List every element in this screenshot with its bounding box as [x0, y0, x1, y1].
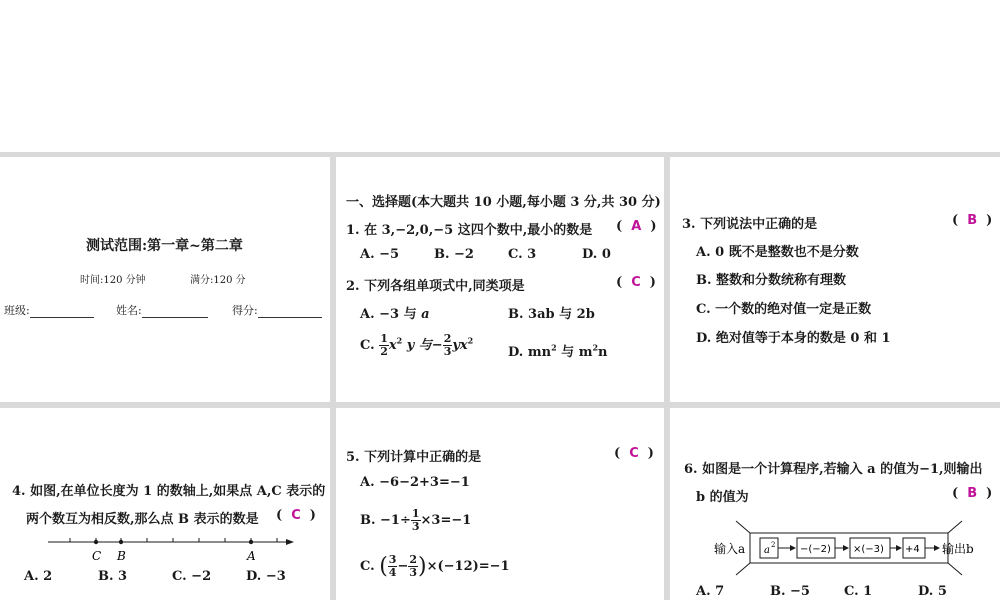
svg-text:a: a: [764, 545, 770, 556]
q3-option-d: D. 绝对值等于本身的数是 0 和 1: [696, 331, 891, 346]
q2-option-c: C. $\frac{1}{2}$ $x^2$ y 与− $\frac{2}{3}$ $yx^2$: [360, 332, 474, 358]
panel-q3: [670, 157, 1000, 402]
q4-option-b: B. 3: [98, 569, 128, 584]
q2-answer: C: [631, 275, 641, 290]
name-label: 姓名:: [116, 304, 142, 317]
grade-label: 得分:: [232, 304, 258, 317]
point-c-label: C: [92, 549, 102, 563]
q1-answer-bracket: ( A ): [616, 219, 657, 234]
class-label: 班级:: [4, 304, 30, 317]
q6-answer-bracket: ( B ): [952, 486, 993, 501]
q5-stem: 5. 下列计算中正确的是: [346, 450, 482, 465]
q6-option-a: A. 7: [696, 584, 725, 599]
full-score: 满分:120 分: [190, 275, 246, 286]
flow-output-label: 输出b: [942, 542, 974, 556]
time-limit: 时间:120 分钟: [80, 275, 146, 286]
q6-option-d: D. 5: [918, 584, 947, 599]
q3-stem: 3. 下列说法中正确的是: [682, 217, 818, 232]
name-field[interactable]: [116, 302, 208, 318]
q1-answer: A: [631, 219, 642, 234]
point-c-dot: [94, 540, 98, 544]
q4-stem-line2: 两个数互为相反数,那么点 B 表示的数是: [26, 512, 259, 527]
panel-test-header: [0, 157, 330, 402]
point-b-label: B: [117, 549, 126, 563]
calc-program-flowchart: [710, 516, 1000, 580]
number-line-figure: [40, 532, 302, 564]
panel-q6: [670, 408, 1000, 600]
grade-field[interactable]: [232, 302, 322, 318]
q3-answer-bracket: ( B ): [952, 213, 993, 228]
name-blank: [142, 305, 208, 318]
panel-q5: [336, 408, 664, 600]
q6-answer: B: [967, 486, 978, 501]
number-line-ticks: [70, 538, 277, 542]
q2-option-d: D. $mn^2$ 与 $m^2n$: [508, 342, 608, 360]
q5-answer: C: [629, 446, 639, 461]
number-line-arrow: [286, 539, 294, 545]
class-field[interactable]: [4, 302, 94, 318]
q5-option-b: B. −1÷ $\frac{1}{3}$ ×3=−1: [360, 507, 472, 533]
q6-stem-line1: 6. 如图是一个计算程序,若输入 a 的值为−1,则输出: [684, 462, 983, 477]
q2-stem: 2. 下列各组单项式中,同类项是: [346, 279, 525, 294]
q3-option-b: B. 整数和分数统称有理数: [696, 273, 847, 288]
q4-option-d: D. −3: [246, 569, 286, 584]
q2-option-a: A. −3 与 a: [360, 307, 430, 322]
q3-option-a: A. 0 既不是整数也不是分数: [696, 245, 859, 260]
q1-option-c: C. 3: [508, 247, 537, 262]
point-a-label: A: [247, 549, 256, 563]
svg-text:−(−2): −(−2): [800, 544, 831, 555]
panel-q4: [0, 408, 330, 600]
q2-answer-bracket: ( C ): [616, 275, 656, 290]
flow-bottom-frame: [736, 563, 962, 575]
point-a-dot: [249, 540, 253, 544]
q3-answer: B: [967, 213, 978, 228]
point-b-dot: [119, 540, 123, 544]
q6-option-c: C. 1: [844, 584, 873, 599]
q6-option-b: B. −5: [770, 584, 810, 599]
class-blank: [30, 305, 94, 318]
flow-input-label: 输入a: [714, 542, 746, 556]
q5-answer-bracket: ( C ): [614, 446, 654, 461]
svg-text:×(−3): ×(−3): [853, 544, 884, 555]
flow-top-frame: [736, 521, 962, 533]
q1-option-d: D. 0: [582, 247, 611, 262]
q6-stem-line2: b 的值为: [696, 490, 749, 505]
q4-option-c: C. −2: [172, 569, 212, 584]
panel-q1-q2: [336, 157, 664, 402]
q3-option-c: C. 一个数的绝对值一定是正数: [696, 302, 872, 317]
q4-option-a: A. 2: [24, 569, 53, 584]
q1-option-a: A. −5: [360, 247, 400, 262]
q2-option-b: B. 3ab 与 2b: [508, 307, 595, 322]
test-scope: 测试范围:第一章~第二章: [86, 238, 243, 254]
q1-stem: 1. 在 3,−2,0,−5 这四个数中,最小的数是: [346, 223, 593, 238]
q4-stem-line1: 4. 如图,在单位长度为 1 的数轴上,如果点 A,C 表示的: [12, 484, 326, 499]
q5-option-a: A. −6−2+3=−1: [360, 475, 470, 490]
q4-answer-bracket: ( C ): [276, 508, 316, 523]
q4-answer: C: [291, 508, 301, 523]
top-margin: [0, 0, 1000, 152]
svg-text:2: 2: [771, 541, 776, 549]
svg-text:+4: +4: [905, 544, 920, 555]
section-title: 一、选择题(本大题共 10 小题,每小题 3 分,共 30 分): [346, 195, 661, 210]
q1-option-b: B. −2: [434, 247, 474, 262]
grade-blank: [258, 305, 322, 318]
q5-option-c: C. ( $\frac{3}{4}$ − $\frac{2}{3}$ )×(−12)=−1: [360, 553, 510, 579]
